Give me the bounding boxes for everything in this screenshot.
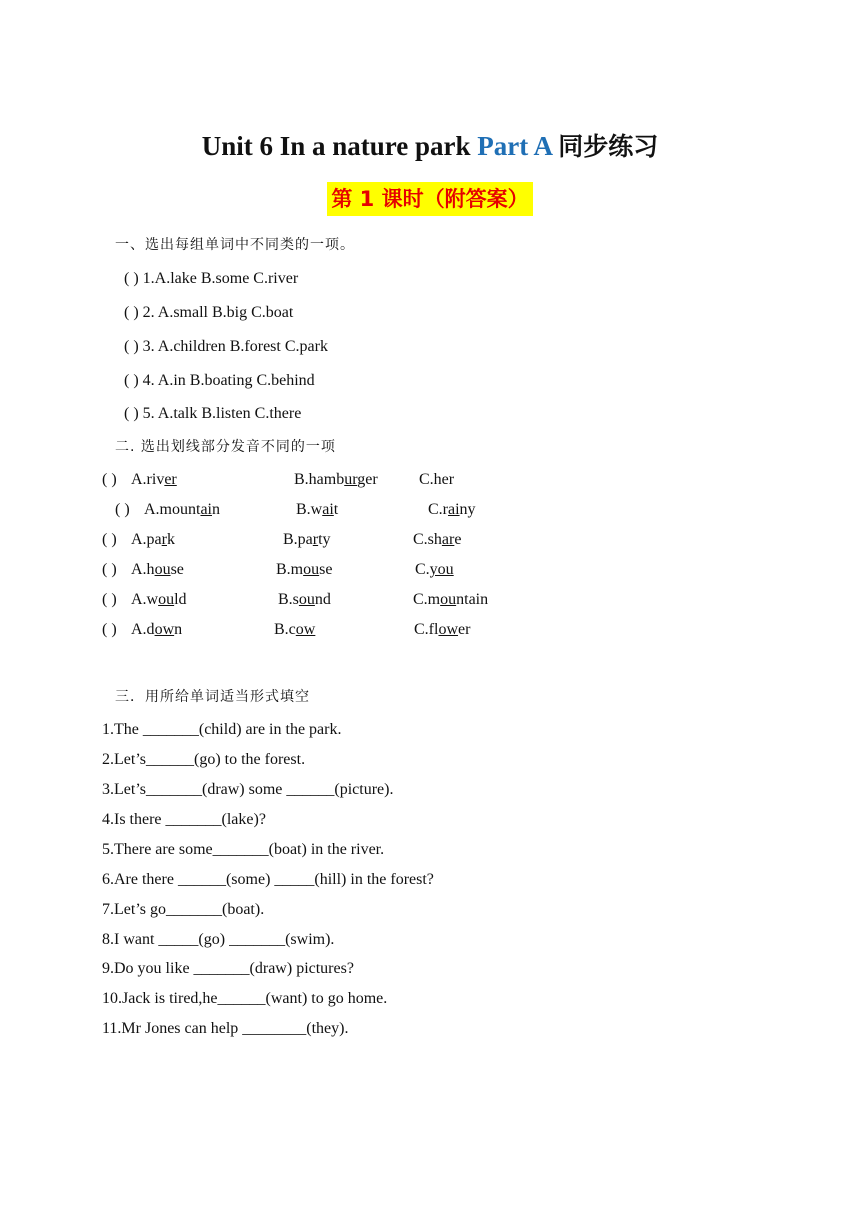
- fill-blank-item: 8.I want _____(go) _______(swim).: [102, 931, 335, 948]
- section1-item: ( ) 4. A.in B.boating C.behind: [124, 372, 315, 389]
- phonics-option-c: C.you: [415, 561, 454, 578]
- fill-blank-item: 5.There are some_______(boat) in the river.: [102, 841, 385, 858]
- phonics-option-b: B.wait: [296, 501, 339, 518]
- phonics-option-b: B.hamburger: [294, 471, 378, 488]
- page-title: [0, 128, 860, 165]
- phonics-option-c: C.her: [419, 471, 455, 488]
- section2-heading: 二. 选出划线部分发音不同的一项: [115, 439, 336, 455]
- phonics-paren: ( ): [102, 471, 117, 488]
- section1-item: ( ) 1.A.lake B.some C.river: [124, 270, 299, 287]
- fill-blank-item: 10.Jack is tired,he______(want) to go home.: [102, 990, 388, 1007]
- subtitle-container: [0, 182, 860, 216]
- phonics-paren: ( ): [102, 591, 117, 608]
- phonics-paren: ( ): [102, 561, 117, 578]
- phonics-option-a: A.down: [131, 621, 183, 638]
- phonics-option-b: B.party: [283, 531, 331, 548]
- phonics-option-a: A.house: [131, 561, 184, 578]
- fill-blank-item: 4.Is there _______(lake)?: [102, 811, 266, 828]
- fill-blank-item: 7.Let’s go_______(boat).: [102, 901, 265, 918]
- phonics-option-a: A.would: [131, 591, 187, 608]
- section3-heading: 三．用所给单词适当形式填空: [115, 689, 310, 705]
- title-unit: Unit 6 In a nature park: [201, 131, 471, 161]
- section1-item: ( ) 5. A.talk B.listen C.there: [124, 405, 302, 422]
- fill-blank-item: 6.Are there ______(some) _____(hill) in the forest?: [102, 871, 434, 888]
- title-part: Part A: [477, 131, 552, 161]
- lesson-subtitle: 第 1 课时（附答案）: [327, 182, 532, 216]
- phonics-option-b: B.mouse: [276, 561, 333, 578]
- phonics-option-b: B.cow: [274, 621, 316, 638]
- phonics-option-b: B.sound: [278, 591, 331, 608]
- phonics-option-c: C.share: [413, 531, 462, 548]
- fill-blank-item: 2.Let’s______(go) to the forest.: [102, 751, 306, 768]
- fill-blank-item: 9.Do you like _______(draw) pictures?: [102, 960, 354, 977]
- phonics-paren: ( ): [102, 531, 117, 548]
- section1-item: ( ) 3. A.children B.forest C.park: [124, 338, 328, 355]
- fill-blank-item: 3.Let’s_______(draw) some ______(picture).: [102, 781, 394, 798]
- title-practice: 同步练习: [558, 132, 659, 161]
- phonics-option-c: C.rainy: [428, 501, 476, 518]
- phonics-paren: ( ): [115, 501, 130, 518]
- phonics-option-a: A.park: [131, 531, 175, 548]
- section1-heading: 一、选出每组单词中不同类的一项。: [115, 237, 355, 253]
- section1-item: ( ) 2. A.small B.big C.boat: [124, 304, 294, 321]
- phonics-option-c: C.flower: [414, 621, 471, 638]
- phonics-option-a: A.river: [131, 471, 177, 488]
- fill-blank-item: 11.Mr Jones can help ________(they).: [102, 1020, 349, 1037]
- phonics-option-a: A.mountain: [144, 501, 220, 518]
- fill-blank-item: 1.The _______(child) are in the park.: [102, 721, 342, 738]
- phonics-option-c: C.mountain: [413, 591, 489, 608]
- phonics-paren: ( ): [102, 621, 117, 638]
